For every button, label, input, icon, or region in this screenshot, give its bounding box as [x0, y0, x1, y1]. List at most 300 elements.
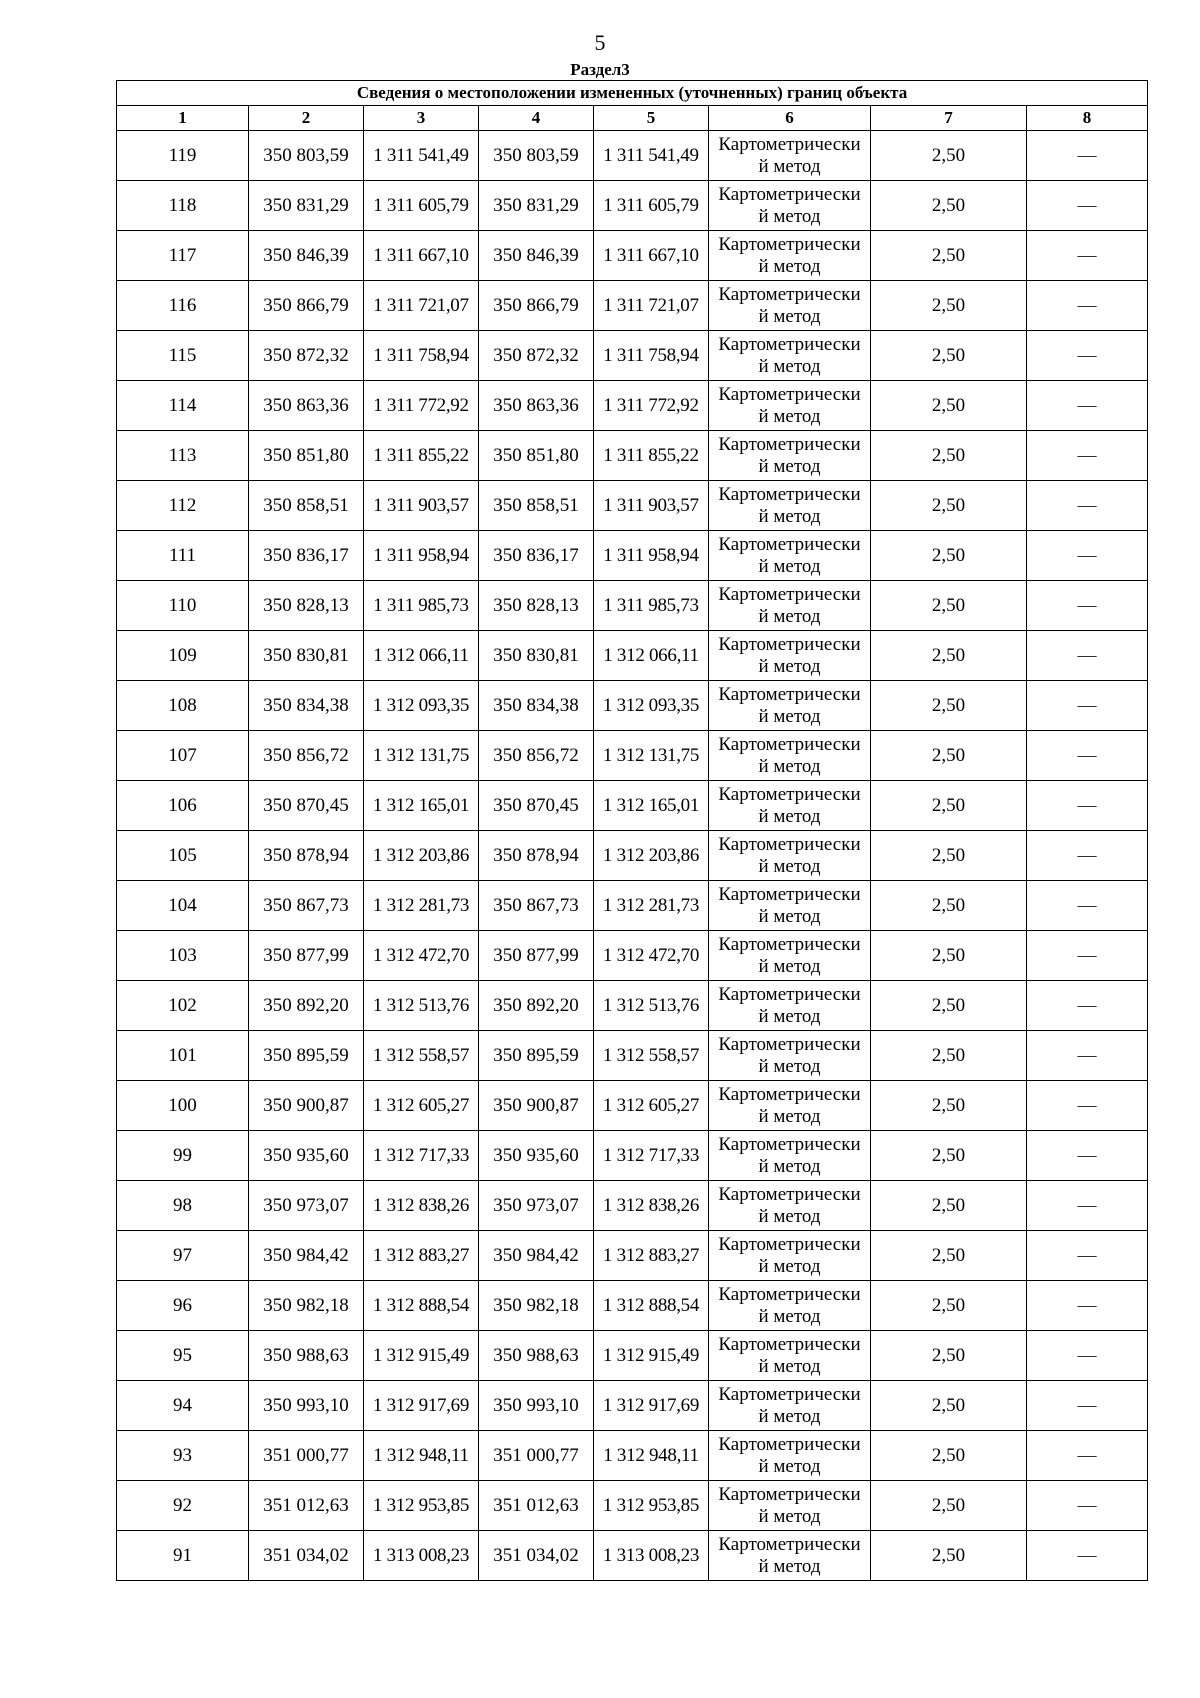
method-cell	[709, 731, 871, 781]
empty-mark-cell: —	[1027, 1231, 1148, 1281]
accuracy-cell: 2,50	[871, 331, 1027, 381]
table-cell-col-3: 1 312 513,76	[364, 981, 479, 1031]
table-cell-col-3: 1 311 855,22	[364, 431, 479, 481]
method-cell	[709, 881, 871, 931]
table-cell-col-5: 1 312 472,70	[594, 931, 709, 981]
table-cell-col-5: 1 311 758,94	[594, 331, 709, 381]
table-cell-col-1: 92	[117, 1481, 249, 1531]
table-cell-col-1: 105	[117, 831, 249, 881]
column-header-1: 1	[117, 106, 249, 131]
empty-mark-cell: —	[1027, 881, 1148, 931]
method-line-2: й метод	[758, 1505, 821, 1527]
table-cell-col-2: 350 856,72	[249, 731, 364, 781]
table-cell-col-1: 112	[117, 481, 249, 531]
method-line-2: й метод	[758, 955, 821, 977]
method-line-2: й метод	[758, 1055, 821, 1077]
table-row	[117, 931, 1148, 981]
method-cell	[709, 1381, 871, 1431]
empty-mark-cell: —	[1027, 981, 1148, 1031]
table-cell-col-5: 1 311 958,94	[594, 531, 709, 581]
table-cell-col-2: 350 878,94	[249, 831, 364, 881]
table-cell-col-4: 350 935,60	[479, 1131, 594, 1181]
method-line-2: й метод	[758, 255, 821, 277]
method-line-2: й метод	[758, 1555, 821, 1577]
table-cell-col-1: 119	[117, 131, 249, 181]
accuracy-cell: 2,50	[871, 681, 1027, 731]
method-line-2: й метод	[758, 1105, 821, 1127]
method-line-2: й метод	[758, 555, 821, 577]
table-title: Сведения о местоположении измененных (уточненных) границ объекта	[117, 81, 1148, 106]
table-row	[117, 231, 1148, 281]
table-cell-col-2: 350 935,60	[249, 1131, 364, 1181]
table-cell-col-4: 350 834,38	[479, 681, 594, 731]
method-line-2: й метод	[758, 905, 821, 927]
method-cell	[709, 1181, 871, 1231]
method-line-2: й метод	[758, 1305, 821, 1327]
method-line-1: Картометрически	[718, 383, 861, 405]
method-line-1: Картометрически	[718, 1233, 861, 1255]
method-line-1: Картометрически	[718, 1533, 861, 1555]
table-cell-col-1: 109	[117, 631, 249, 681]
table-cell-col-5: 1 312 281,73	[594, 881, 709, 931]
table-cell-col-3: 1 312 948,11	[364, 1431, 479, 1481]
method-line-2: й метод	[758, 355, 821, 377]
table-cell-col-4: 350 900,87	[479, 1081, 594, 1131]
empty-mark-cell: —	[1027, 1181, 1148, 1231]
table-cell-col-5: 1 312 915,49	[594, 1331, 709, 1381]
accuracy-cell: 2,50	[871, 981, 1027, 1031]
empty-mark-cell: —	[1027, 1281, 1148, 1331]
column-header-6: 6	[709, 106, 871, 131]
table-cell-col-3: 1 312 281,73	[364, 881, 479, 931]
table-cell-col-5: 1 312 165,01	[594, 781, 709, 831]
method-line-1: Картометрически	[718, 583, 861, 605]
table-row	[117, 631, 1148, 681]
accuracy-cell: 2,50	[871, 231, 1027, 281]
table-cell-col-1: 118	[117, 181, 249, 231]
empty-mark-cell: —	[1027, 131, 1148, 181]
accuracy-cell: 2,50	[871, 281, 1027, 331]
method-line-1: Картометрически	[718, 1283, 861, 1305]
method-cell	[709, 1081, 871, 1131]
method-line-1: Картометрически	[718, 1383, 861, 1405]
accuracy-cell: 2,50	[871, 1231, 1027, 1281]
method-line-1: Картометрически	[718, 333, 861, 355]
table-row	[117, 1181, 1148, 1231]
table-cell-col-2: 350 834,38	[249, 681, 364, 731]
table-row	[117, 981, 1148, 1031]
method-line-2: й метод	[758, 205, 821, 227]
method-cell	[709, 831, 871, 881]
table-row	[117, 581, 1148, 631]
method-line-1: Картометрически	[718, 1333, 861, 1355]
table-cell-col-5: 1 312 717,33	[594, 1131, 709, 1181]
table-row	[117, 1231, 1148, 1281]
method-line-1: Картометрически	[718, 1483, 861, 1505]
method-line-1: Картометрически	[718, 1433, 861, 1455]
column-header-row	[117, 106, 1148, 131]
table-cell-col-4: 350 892,20	[479, 981, 594, 1031]
method-line-1: Картометрически	[718, 1133, 861, 1155]
method-cell	[709, 1481, 871, 1531]
table-cell-col-4: 350 988,63	[479, 1331, 594, 1381]
table-cell-col-3: 1 312 605,27	[364, 1081, 479, 1131]
table-cell-col-5: 1 313 008,23	[594, 1531, 709, 1581]
table-row	[117, 281, 1148, 331]
method-cell	[709, 481, 871, 531]
accuracy-cell: 2,50	[871, 731, 1027, 781]
empty-mark-cell: —	[1027, 581, 1148, 631]
coordinates-table	[116, 80, 1148, 1581]
column-header-5: 5	[594, 106, 709, 131]
table-cell-col-2: 350 900,87	[249, 1081, 364, 1131]
accuracy-cell: 2,50	[871, 1331, 1027, 1381]
table-cell-col-3: 1 313 008,23	[364, 1531, 479, 1581]
table-cell-col-3: 1 312 165,01	[364, 781, 479, 831]
table-cell-col-2: 350 830,81	[249, 631, 364, 681]
table-cell-col-3: 1 312 717,33	[364, 1131, 479, 1181]
table-cell-col-1: 93	[117, 1431, 249, 1481]
empty-mark-cell: —	[1027, 781, 1148, 831]
table-row	[117, 1381, 1148, 1431]
table-cell-col-5: 1 311 985,73	[594, 581, 709, 631]
accuracy-cell: 2,50	[871, 881, 1027, 931]
method-line-2: й метод	[758, 1205, 821, 1227]
method-cell	[709, 431, 871, 481]
accuracy-cell: 2,50	[871, 1131, 1027, 1181]
table-cell-col-3: 1 311 903,57	[364, 481, 479, 531]
table-cell-col-2: 350 867,73	[249, 881, 364, 931]
empty-mark-cell: —	[1027, 481, 1148, 531]
empty-mark-cell: —	[1027, 831, 1148, 881]
table-cell-col-5: 1 312 558,57	[594, 1031, 709, 1081]
accuracy-cell: 2,50	[871, 431, 1027, 481]
empty-mark-cell: —	[1027, 431, 1148, 481]
empty-mark-cell: —	[1027, 231, 1148, 281]
method-line-2: й метод	[758, 805, 821, 827]
table-cell-col-2: 350 803,59	[249, 131, 364, 181]
method-line-1: Картометрически	[718, 433, 861, 455]
empty-mark-cell: —	[1027, 281, 1148, 331]
table-cell-col-5: 1 312 203,86	[594, 831, 709, 881]
table-row	[117, 331, 1148, 381]
column-header-7: 7	[871, 106, 1027, 131]
table-cell-col-2: 350 858,51	[249, 481, 364, 531]
empty-mark-cell: —	[1027, 1431, 1148, 1481]
accuracy-cell: 2,50	[871, 1181, 1027, 1231]
table-cell-col-3: 1 311 958,94	[364, 531, 479, 581]
table-cell-col-1: 98	[117, 1181, 249, 1231]
accuracy-cell: 2,50	[871, 1081, 1027, 1131]
table-cell-col-2: 350 870,45	[249, 781, 364, 831]
table-cell-col-4: 351 012,63	[479, 1481, 594, 1531]
method-cell	[709, 1131, 871, 1181]
table-cell-col-5: 1 312 093,35	[594, 681, 709, 731]
table-cell-col-1: 117	[117, 231, 249, 281]
table-cell-col-5: 1 311 772,92	[594, 381, 709, 431]
table-row	[117, 481, 1148, 531]
table-cell-col-5: 1 312 838,26	[594, 1181, 709, 1231]
table-cell-col-2: 350 892,20	[249, 981, 364, 1031]
method-line-2: й метод	[758, 1255, 821, 1277]
method-line-2: й метод	[758, 605, 821, 627]
table-cell-col-4: 350 830,81	[479, 631, 594, 681]
method-line-1: Картометрически	[718, 283, 861, 305]
empty-mark-cell: —	[1027, 1081, 1148, 1131]
table-cell-col-2: 350 877,99	[249, 931, 364, 981]
table-row	[117, 381, 1148, 431]
table-row	[117, 1331, 1148, 1381]
table-cell-col-5: 1 311 903,57	[594, 481, 709, 531]
table-cell-col-4: 350 828,13	[479, 581, 594, 631]
table-cell-col-3: 1 312 883,27	[364, 1231, 479, 1281]
table-cell-col-4: 350 878,94	[479, 831, 594, 881]
table-cell-col-2: 350 872,32	[249, 331, 364, 381]
method-line-1: Картометрически	[718, 133, 861, 155]
section-title: Раздел3	[570, 60, 630, 79]
table-cell-col-1: 104	[117, 881, 249, 931]
table-row	[117, 831, 1148, 881]
empty-mark-cell: —	[1027, 1481, 1148, 1531]
table-cell-col-2: 350 836,17	[249, 531, 364, 581]
table-cell-col-3: 1 311 667,10	[364, 231, 479, 281]
table-cell-col-4: 350 846,39	[479, 231, 594, 281]
method-line-2: й метод	[758, 455, 821, 477]
table-cell-col-5: 1 311 855,22	[594, 431, 709, 481]
table-cell-col-2: 350 851,80	[249, 431, 364, 481]
empty-mark-cell: —	[1027, 1381, 1148, 1431]
table-cell-col-1: 110	[117, 581, 249, 631]
method-line-2: й метод	[758, 655, 821, 677]
method-cell	[709, 981, 871, 1031]
empty-mark-cell: —	[1027, 631, 1148, 681]
table-row	[117, 1281, 1148, 1331]
table-cell-col-5: 1 311 667,10	[594, 231, 709, 281]
table-cell-col-4: 350 866,79	[479, 281, 594, 331]
table-row	[117, 781, 1148, 831]
column-header-8: 8	[1027, 106, 1148, 131]
empty-mark-cell: —	[1027, 531, 1148, 581]
method-line-1: Картометрически	[718, 533, 861, 555]
table-body	[117, 131, 1148, 1581]
table-row	[117, 1131, 1148, 1181]
table-cell-col-3: 1 311 605,79	[364, 181, 479, 231]
method-line-1: Картометрически	[718, 733, 861, 755]
table-cell-col-2: 350 828,13	[249, 581, 364, 631]
table-cell-col-3: 1 311 758,94	[364, 331, 479, 381]
table-cell-col-5: 1 311 721,07	[594, 281, 709, 331]
empty-mark-cell: —	[1027, 1531, 1148, 1581]
method-line-1: Картометрически	[718, 233, 861, 255]
method-line-2: й метод	[758, 1155, 821, 1177]
table-cell-col-4: 350 993,10	[479, 1381, 594, 1431]
table-cell-col-2: 351 000,77	[249, 1431, 364, 1481]
table-cell-col-5: 1 312 513,76	[594, 981, 709, 1031]
method-cell	[709, 381, 871, 431]
method-cell	[709, 281, 871, 331]
table-cell-col-1: 103	[117, 931, 249, 981]
method-line-1: Картометрически	[718, 833, 861, 855]
table-row	[117, 531, 1148, 581]
table-cell-col-1: 100	[117, 1081, 249, 1131]
table-cell-col-4: 350 867,73	[479, 881, 594, 931]
table-cell-col-1: 101	[117, 1031, 249, 1081]
table-cell-col-3: 1 312 915,49	[364, 1331, 479, 1381]
table-cell-col-2: 351 034,02	[249, 1531, 364, 1581]
table-row	[117, 731, 1148, 781]
table-cell-col-5: 1 312 948,11	[594, 1431, 709, 1481]
table-cell-col-1: 99	[117, 1131, 249, 1181]
accuracy-cell: 2,50	[871, 1431, 1027, 1481]
empty-mark-cell: —	[1027, 381, 1148, 431]
table-cell-col-1: 116	[117, 281, 249, 331]
method-cell	[709, 231, 871, 281]
table-cell-col-4: 350 803,59	[479, 131, 594, 181]
empty-mark-cell: —	[1027, 731, 1148, 781]
empty-mark-cell: —	[1027, 1131, 1148, 1181]
table-cell-col-3: 1 312 093,35	[364, 681, 479, 731]
table-cell-col-3: 1 312 131,75	[364, 731, 479, 781]
table-cell-col-5: 1 312 605,27	[594, 1081, 709, 1131]
table-title-row	[117, 81, 1148, 106]
table-row	[117, 181, 1148, 231]
method-line-1: Картометрически	[718, 483, 861, 505]
accuracy-cell: 2,50	[871, 481, 1027, 531]
table-row	[117, 1031, 1148, 1081]
table-cell-col-1: 107	[117, 731, 249, 781]
table-row	[117, 881, 1148, 931]
table-cell-col-4: 350 984,42	[479, 1231, 594, 1281]
method-line-1: Картометрически	[718, 1183, 861, 1205]
empty-mark-cell: —	[1027, 1331, 1148, 1381]
table-cell-col-3: 1 312 203,86	[364, 831, 479, 881]
table-cell-col-4: 350 895,59	[479, 1031, 594, 1081]
method-line-1: Картометрически	[718, 933, 861, 955]
page-number: 5	[594, 30, 606, 55]
table-row	[117, 1531, 1148, 1581]
empty-mark-cell: —	[1027, 931, 1148, 981]
method-cell	[709, 1531, 871, 1581]
method-cell	[709, 1431, 871, 1481]
table-cell-col-3: 1 312 953,85	[364, 1481, 479, 1531]
method-line-1: Картометрически	[718, 983, 861, 1005]
table-cell-col-4: 350 877,99	[479, 931, 594, 981]
table-cell-col-2: 350 866,79	[249, 281, 364, 331]
table-cell-col-3: 1 312 888,54	[364, 1281, 479, 1331]
method-cell	[709, 531, 871, 581]
table-cell-col-1: 94	[117, 1381, 249, 1431]
table-cell-col-4: 350 856,72	[479, 731, 594, 781]
accuracy-cell: 2,50	[871, 1481, 1027, 1531]
table-cell-col-4: 350 973,07	[479, 1181, 594, 1231]
table-row	[117, 1481, 1148, 1531]
table-cell-col-1: 97	[117, 1231, 249, 1281]
table-cell-col-1: 108	[117, 681, 249, 731]
table-cell-col-3: 1 311 541,49	[364, 131, 479, 181]
accuracy-cell: 2,50	[871, 1531, 1027, 1581]
table-cell-col-1: 106	[117, 781, 249, 831]
table-cell-col-4: 351 000,77	[479, 1431, 594, 1481]
column-header-4: 4	[479, 106, 594, 131]
table-cell-col-5: 1 312 131,75	[594, 731, 709, 781]
method-cell	[709, 331, 871, 381]
table-cell-col-4: 350 872,32	[479, 331, 594, 381]
table-cell-col-1: 115	[117, 331, 249, 381]
table-cell-col-4: 350 863,36	[479, 381, 594, 431]
accuracy-cell: 2,50	[871, 381, 1027, 431]
table-cell-col-4: 351 034,02	[479, 1531, 594, 1581]
table-cell-col-1: 114	[117, 381, 249, 431]
table-cell-col-1: 113	[117, 431, 249, 481]
method-line-1: Картометрически	[718, 183, 861, 205]
table-row	[117, 1431, 1148, 1481]
method-line-2: й метод	[758, 1005, 821, 1027]
method-line-2: й метод	[758, 505, 821, 527]
table-cell-col-5: 1 311 605,79	[594, 181, 709, 231]
accuracy-cell: 2,50	[871, 181, 1027, 231]
table-row	[117, 1081, 1148, 1131]
table-cell-col-2: 351 012,63	[249, 1481, 364, 1531]
table-cell-col-5: 1 312 066,11	[594, 631, 709, 681]
table-cell-col-5: 1 312 888,54	[594, 1281, 709, 1331]
method-line-1: Картометрически	[718, 1083, 861, 1105]
method-cell	[709, 631, 871, 681]
table-cell-col-3: 1 311 772,92	[364, 381, 479, 431]
method-cell	[709, 181, 871, 231]
accuracy-cell: 2,50	[871, 1381, 1027, 1431]
table-cell-col-3: 1 312 472,70	[364, 931, 479, 981]
table-cell-col-3: 1 312 917,69	[364, 1381, 479, 1431]
method-line-2: й метод	[758, 1405, 821, 1427]
method-cell	[709, 681, 871, 731]
table-cell-col-2: 350 993,10	[249, 1381, 364, 1431]
table-cell-col-1: 91	[117, 1531, 249, 1581]
method-line-2: й метод	[758, 305, 821, 327]
accuracy-cell: 2,50	[871, 781, 1027, 831]
method-line-1: Картометрически	[718, 1033, 861, 1055]
empty-mark-cell: —	[1027, 331, 1148, 381]
table-cell-col-2: 350 984,42	[249, 1231, 364, 1281]
method-line-2: й метод	[758, 755, 821, 777]
table-row	[117, 431, 1148, 481]
column-header-2: 2	[249, 106, 364, 131]
table-cell-col-3: 1 311 721,07	[364, 281, 479, 331]
method-cell	[709, 1231, 871, 1281]
method-cell	[709, 931, 871, 981]
table-cell-col-2: 350 982,18	[249, 1281, 364, 1331]
table-row	[117, 131, 1148, 181]
method-line-1: Картометрически	[718, 783, 861, 805]
method-cell	[709, 131, 871, 181]
method-cell	[709, 581, 871, 631]
method-line-1: Картометрически	[718, 883, 861, 905]
table-cell-col-5: 1 312 953,85	[594, 1481, 709, 1531]
table-cell-col-5: 1 311 541,49	[594, 131, 709, 181]
accuracy-cell: 2,50	[871, 581, 1027, 631]
table-cell-col-3: 1 312 558,57	[364, 1031, 479, 1081]
accuracy-cell: 2,50	[871, 831, 1027, 881]
table-cell-col-4: 350 831,29	[479, 181, 594, 231]
table-cell-col-1: 95	[117, 1331, 249, 1381]
accuracy-cell: 2,50	[871, 1031, 1027, 1081]
table-row	[117, 681, 1148, 731]
method-cell	[709, 1031, 871, 1081]
method-line-2: й метод	[758, 855, 821, 877]
table-cell-col-3: 1 312 066,11	[364, 631, 479, 681]
table-cell-col-1: 102	[117, 981, 249, 1031]
method-cell	[709, 781, 871, 831]
table-cell-col-3: 1 312 838,26	[364, 1181, 479, 1231]
